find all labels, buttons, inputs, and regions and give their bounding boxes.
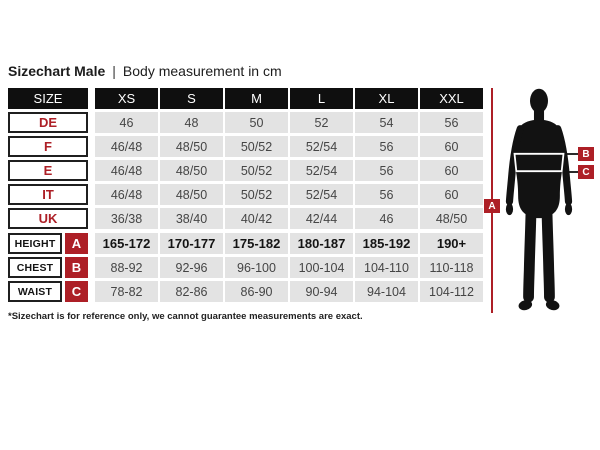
table-cell: 46 bbox=[355, 208, 418, 229]
header-col-xs: XS bbox=[95, 88, 158, 109]
table-cell: 38/40 bbox=[160, 208, 223, 229]
header-size-slot bbox=[8, 88, 88, 109]
header-col-l: L bbox=[290, 88, 353, 109]
table-row-f bbox=[8, 136, 483, 157]
table-cell: 104-110 bbox=[355, 257, 418, 278]
table-cell: 170-177 bbox=[160, 233, 223, 254]
table-cell: 110-118 bbox=[420, 257, 483, 278]
table-cell: 56 bbox=[355, 136, 418, 157]
table-cell: 46/48 bbox=[95, 184, 158, 205]
table-cell: 48/50 bbox=[420, 208, 483, 229]
table-cell: 88-92 bbox=[95, 257, 158, 278]
table-cell: 42/44 bbox=[290, 208, 353, 229]
table-cell: 100-104 bbox=[290, 257, 353, 278]
table-cell: 165-172 bbox=[95, 233, 158, 254]
table-cell: 60 bbox=[420, 160, 483, 181]
table-cell: 94-104 bbox=[355, 281, 418, 302]
marker-c-badge: C bbox=[65, 281, 88, 302]
marker-a-badge: A bbox=[65, 233, 88, 254]
row-label-uk: UK bbox=[8, 208, 88, 229]
header-col-s: S bbox=[160, 88, 223, 109]
header-col-xxl: XXL bbox=[420, 88, 483, 109]
table-header-row bbox=[8, 88, 483, 109]
header-size-cell: SIZE bbox=[8, 88, 88, 109]
title-separator: | bbox=[112, 63, 116, 79]
table-cell: 52 bbox=[290, 112, 353, 133]
sizechart-table bbox=[8, 88, 483, 305]
table-cell: 56 bbox=[420, 112, 483, 133]
table-cell: 52/54 bbox=[290, 160, 353, 181]
header-columns bbox=[95, 88, 483, 109]
row-label-f: F bbox=[8, 136, 88, 157]
table-cell: 50 bbox=[225, 112, 288, 133]
table-cell: 56 bbox=[355, 184, 418, 205]
table-cell: 48 bbox=[160, 112, 223, 133]
table-cell: 52/54 bbox=[290, 184, 353, 205]
figure-marker-b: B bbox=[578, 147, 594, 161]
table-row-height bbox=[8, 233, 483, 254]
table-cell: 50/52 bbox=[225, 184, 288, 205]
table-cell: 78-82 bbox=[95, 281, 158, 302]
table-cell: 185-192 bbox=[355, 233, 418, 254]
table-cell: 48/50 bbox=[160, 136, 223, 157]
table-cell: 40/42 bbox=[225, 208, 288, 229]
table-cell: 50/52 bbox=[225, 160, 288, 181]
table-row-chest bbox=[8, 257, 483, 278]
table-cell: 52/54 bbox=[290, 136, 353, 157]
table-cell: 96-100 bbox=[225, 257, 288, 278]
figure-marker-c: C bbox=[578, 165, 594, 179]
table-row-waist bbox=[8, 281, 483, 302]
row-label-chest: CHEST bbox=[8, 257, 62, 278]
table-cell: 60 bbox=[420, 184, 483, 205]
table-cell: 82-86 bbox=[160, 281, 223, 302]
table-cell: 180-187 bbox=[290, 233, 353, 254]
table-cell: 48/50 bbox=[160, 184, 223, 205]
row-label-waist: WAIST bbox=[8, 281, 62, 302]
male-body-silhouette-icon bbox=[503, 88, 575, 315]
table-cell: 54 bbox=[355, 112, 418, 133]
title-main: Sizechart Male bbox=[8, 63, 106, 79]
table-row-de bbox=[8, 112, 483, 133]
row-label-de: DE bbox=[8, 112, 88, 133]
table-cell: 46/48 bbox=[95, 160, 158, 181]
table-cell: 48/50 bbox=[160, 160, 223, 181]
row-label-height: HEIGHT bbox=[8, 233, 62, 254]
page-title bbox=[8, 63, 282, 79]
table-row-e bbox=[8, 160, 483, 181]
header-col-m: M bbox=[225, 88, 288, 109]
row-label-e: E bbox=[8, 160, 88, 181]
footnote: *Sizechart is for reference only, we cannot guarantee measurements are exact. bbox=[8, 311, 363, 322]
table-cell: 56 bbox=[355, 160, 418, 181]
table-cell: 104-112 bbox=[420, 281, 483, 302]
table-cell: 90-94 bbox=[290, 281, 353, 302]
marker-b-badge: B bbox=[65, 257, 88, 278]
table-cell: 46/48 bbox=[95, 136, 158, 157]
table-cell: 175-182 bbox=[225, 233, 288, 254]
header-col-xl: XL bbox=[355, 88, 418, 109]
table-cell: 50/52 bbox=[225, 136, 288, 157]
table-row-it bbox=[8, 184, 483, 205]
table-cell: 36/38 bbox=[95, 208, 158, 229]
title-subtitle: Body measurement in cm bbox=[122, 63, 282, 79]
table-cell: 190+ bbox=[420, 233, 483, 254]
row-label-it: IT bbox=[8, 184, 88, 205]
table-row-uk bbox=[8, 208, 483, 229]
table-cell: 86-90 bbox=[225, 281, 288, 302]
figure-marker-a: A bbox=[484, 199, 500, 213]
table-cell: 92-96 bbox=[160, 257, 223, 278]
table-cell: 60 bbox=[420, 136, 483, 157]
table-cell: 46 bbox=[95, 112, 158, 133]
